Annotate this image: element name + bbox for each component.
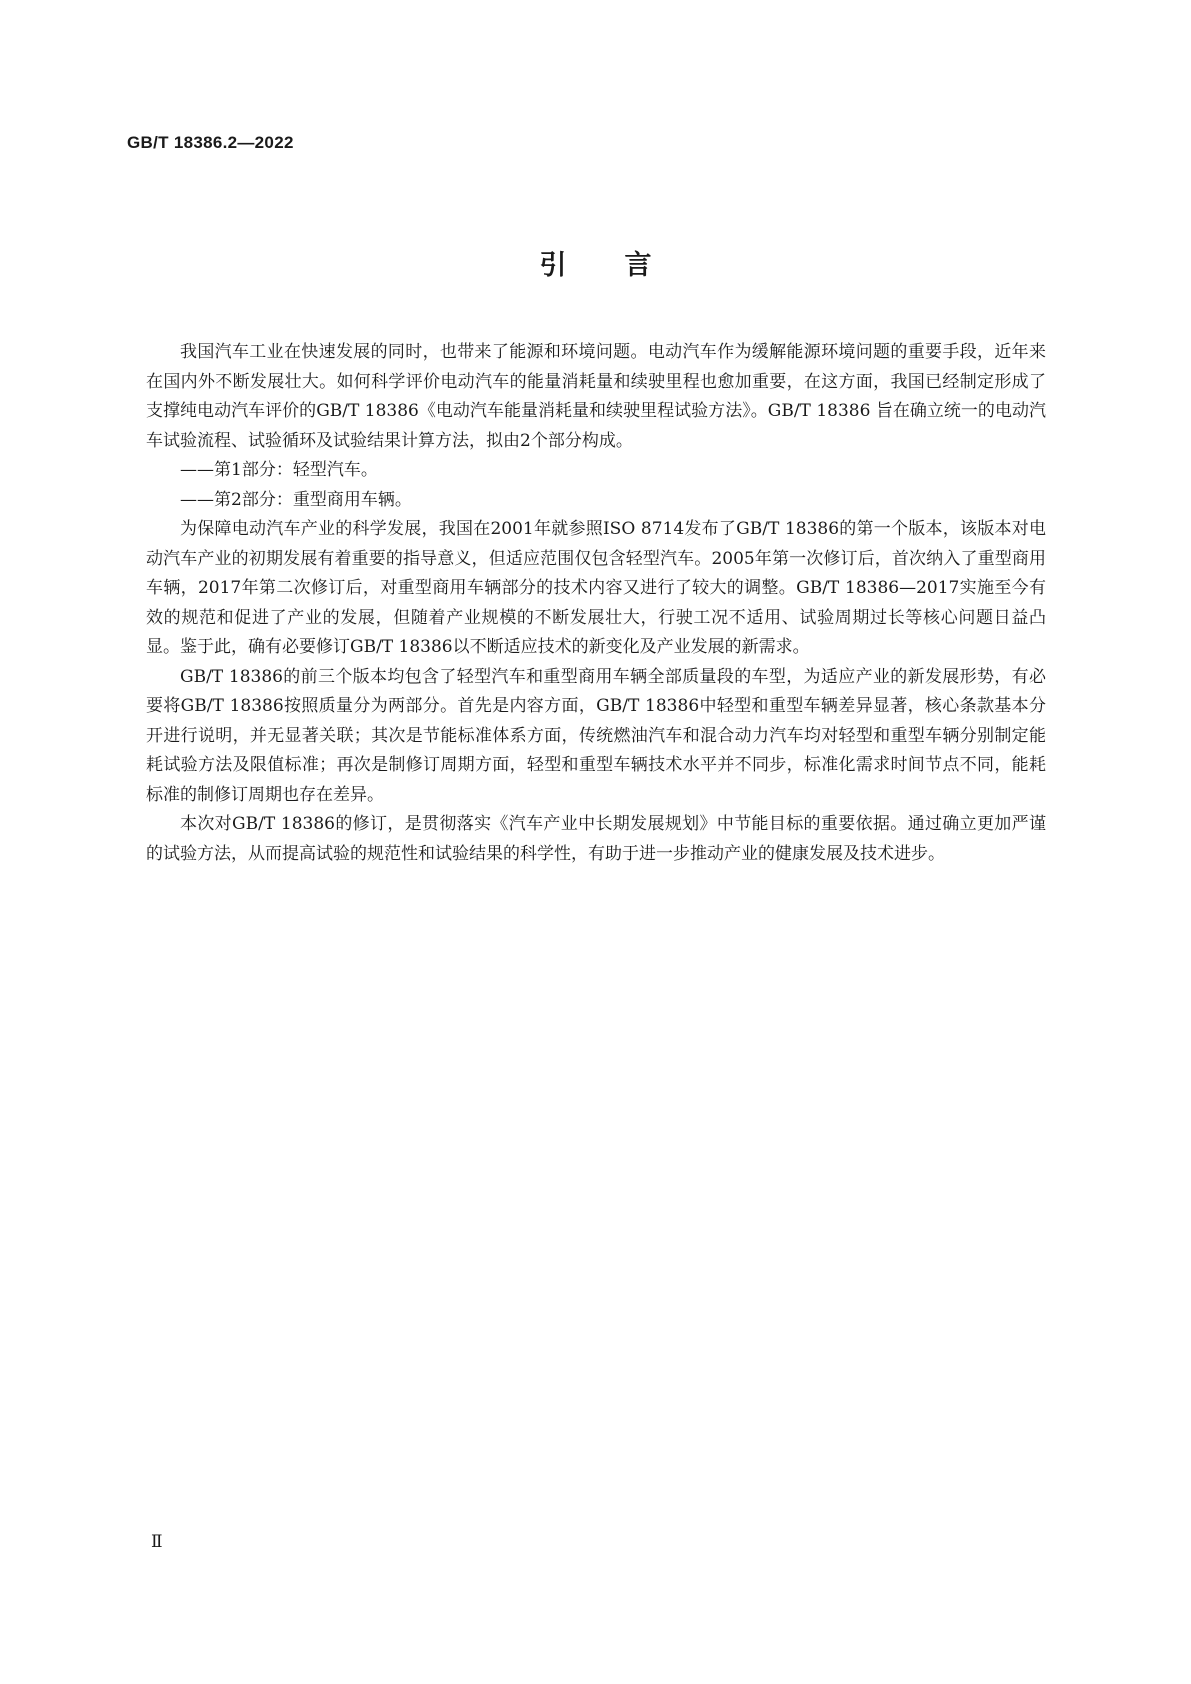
- paragraph-split-rationale: GB/T 18386的前三个版本均包含了轻型汽车和重型商用车辆全部质量段的车型，为适应产业的新发展形势，有必要将GB/T 18386按照质量分为两部分。首先是内容方面，GB/T 18386中轻型和重型车辆差异显著，核心条款基本分开进行说明，并无显著关联；其次是节能标准体系方面，传统燃油汽车和混合动力汽车均对轻型和重型车辆分别制定能耗试验方法及限值标准；再次是制修订周期方面，轻型和重型车辆技术水平并不同步，标准化需求时间节点不同，能耗标准的制修订周期也存在差异。: [146, 666, 1046, 805]
- paragraph-background: 我国汽车工业在快速发展的同时，也带来了能源和环境问题。电动汽车作为缓解能源环境问题的重要手段，近年来在国内外不断发展壮大。如何科学评价电动汽车的能量消耗量和续驶里程也愈加重要，在这方面，我国已经制定形成了支撑纯电动汽车评价的GB/T 18386《电动汽车能量消耗量和续驶里程试验方法》。GB/T 18386 旨在确立统一的电动汽车试验流程、试验循环及试验结果计算方法，拟由2个部分构成。: [146, 342, 1046, 451]
- list-item-part-2: ——第2部分：重型商用车辆。: [180, 489, 412, 510]
- paragraph-history: 为保障电动汽车产业的科学发展，我国在2001年就参照ISO 8714发布了GB/T 18386的第一个版本，该版本对电动汽车产业的初期发展有着重要的指导意义，但适应范围仅包含轻型汽车。2005年第一次修订后，首次纳入了重型商用车辆，2017年第二次修订后，对重型商用车辆部分的技术内容又进行了较大的调整。GB/T 18386—2017实施至今有效的规范和促进了产业的发展，但随着产业规模的不断发展壮大，行驶工况不适用、试验周期过长等核心问题日益凸显。鉴于此，确有必要修订GB/T 18386以不断适应技术的新变化及产业发展的新需求。: [146, 519, 1046, 657]
- standard-code: GB/T 18386.2—2022: [127, 133, 294, 152]
- page-number: Ⅱ: [151, 1532, 163, 1552]
- section-heading: 引言: [539, 250, 710, 281]
- list-item-part-1: ——第1部分：轻型汽车。: [180, 460, 378, 480]
- paragraph-revision-purpose: 本次对GB/T 18386的修订，是贯彻落实《汽车产业中长期发展规划》中节能目标的重要依据。通过确立更加严谨的试验方法，从而提高试验的规范性和试验结果的科学性，有助于进一步推动产业的健康发展及技术进步。: [146, 814, 1046, 864]
- introduction-body: [146, 338, 1046, 869]
